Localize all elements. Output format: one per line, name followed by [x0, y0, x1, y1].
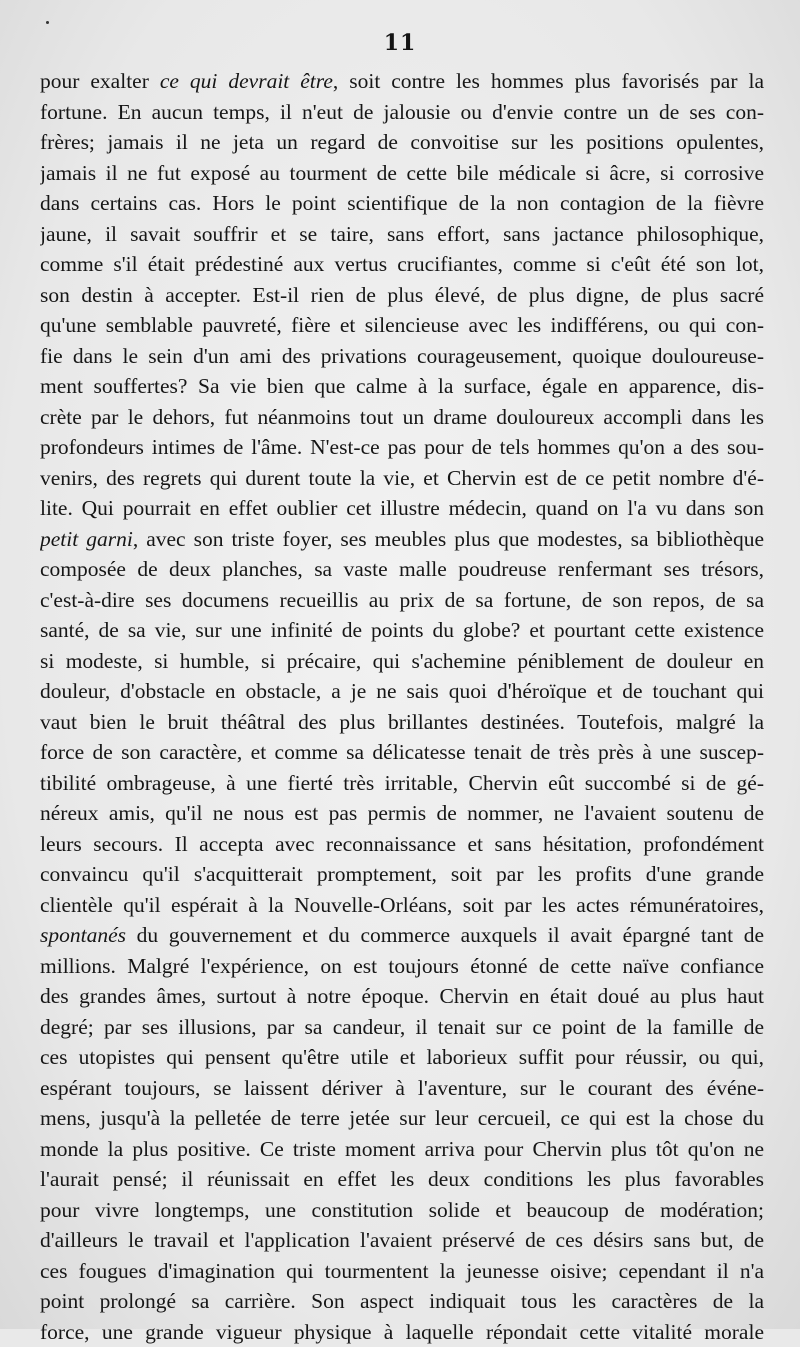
text-run: ment souffertes? Sa vie bien que calme à la surface, égale en apparence, dis-: [40, 374, 764, 398]
text-run: des grandes âmes, surtout à notre époque. Chervin en était doué au plus haut: [40, 984, 764, 1008]
text-run: tibilité ombrageuse, à une fierté très irritable, Chervin eût succombé si de gé-: [40, 771, 764, 795]
text-run: d'ailleurs le travail et l'application l'avaient préservé de ces désirs sans but, de: [40, 1228, 764, 1252]
text-run: pour exalter: [40, 69, 160, 93]
text-line: [40, 280, 764, 311]
text-run: du gouvernement et du commerce auxquels il avait épargné tant de: [126, 923, 764, 947]
text-run: , soit contre les hommes plus favorisés par la: [333, 69, 764, 93]
text-line: [40, 188, 764, 219]
text-run: si modeste, si humble, si précaire, qui s'achemine péniblement de douleur en: [40, 649, 764, 673]
text-line: [40, 1256, 764, 1287]
text-line: [40, 646, 764, 677]
text-line: [40, 768, 764, 799]
text-run: néreux amis, qu'il ne nous est pas permis de nommer, ne l'avaient soutenu de: [40, 801, 764, 825]
text-line: [40, 859, 764, 890]
text-line: [40, 66, 764, 97]
text-line: [40, 1317, 764, 1347]
italic-phrase: petit garni: [40, 527, 133, 551]
text-line: [40, 1073, 764, 1104]
text-run: profondeurs intimes de l'âme. N'est-ce pas pour de tels hommes qu'on a des sou-: [40, 435, 764, 459]
text-line: [40, 1164, 764, 1195]
text-line: [40, 158, 764, 189]
text-line: [40, 981, 764, 1012]
text-line: [40, 829, 764, 860]
text-line: [40, 798, 764, 829]
text-run: fie dans le sein d'un ami des privations courageusement, quoique douloureuse-: [40, 344, 764, 368]
text-line: [40, 920, 764, 951]
italic-phrase: spontanés: [40, 923, 126, 947]
text-line: [40, 1042, 764, 1073]
text-run: qu'une semblable pauvreté, fière et silencieuse avec les indifférens, ou qui con-: [40, 313, 764, 337]
body-text: [40, 66, 764, 1347]
text-line: [40, 310, 764, 341]
text-run: leurs secours. Il accepta avec reconnaissance et sans hésitation, profondément: [40, 832, 764, 856]
text-run: , avec son triste foyer, ses meubles plus que modestes, sa bibliothèque: [133, 527, 764, 551]
text-run: douleur, d'obstacle en obstacle, a je ne sais quoi d'héroïque et de touchant qui: [40, 679, 764, 703]
text-line: [40, 524, 764, 555]
text-run: lite. Qui pourrait en effet oublier cet illustre médecin, quand on l'a vu dans son: [40, 496, 764, 520]
text-run: clientèle qu'il espérait à la Nouvelle-Orléans, soit par les actes rémunératoires,: [40, 893, 764, 917]
text-run: point prolongé sa carrière. Son aspect indiquait tous les caractères de la: [40, 1289, 764, 1313]
text-run: comme s'il était prédestiné aux vertus crucifiantes, comme si c'eût été son lot,: [40, 252, 764, 276]
text-line: [40, 554, 764, 585]
text-run: jaune, il savait souffrir et se taire, sans effort, sans jactance philosophique,: [40, 222, 764, 246]
text-line: [40, 402, 764, 433]
text-line: [40, 676, 764, 707]
text-run: santé, de sa vie, sur une infinité de points du globe? et pourtant cette existence: [40, 618, 764, 642]
text-line: [40, 219, 764, 250]
text-line: [40, 463, 764, 494]
text-run: degré; par ses illusions, par sa candeur, il tenait sur ce point de la famille de: [40, 1015, 764, 1039]
text-line: [40, 951, 764, 982]
text-line: [40, 1195, 764, 1226]
text-run: espérant toujours, se laissent dériver à l'aventure, sur le courant des événe-: [40, 1076, 764, 1100]
text-run: frères; jamais il ne jeta un regard de convoitise sur les positions opulentes,: [40, 130, 764, 154]
text-run: l'aurait pensé; il réunissait en effet les deux conditions les plus favorables: [40, 1167, 764, 1191]
text-run: crète par le dehors, fut néanmoins tout un drame douloureux accompli dans les: [40, 405, 764, 429]
text-line: [40, 432, 764, 463]
text-line: [40, 341, 764, 372]
text-run: ces utopistes qui pensent qu'être utile et laborieux suffit pour réussir, ou qui,: [40, 1045, 764, 1069]
text-line: [40, 1286, 764, 1317]
text-run: dans certains cas. Hors le point scientifique de la non contagion de la fièvre: [40, 191, 764, 215]
text-run: monde la plus positive. Ce triste moment arriva pour Chervin plus tôt qu'on ne: [40, 1137, 764, 1161]
text-line: [40, 615, 764, 646]
text-line: [40, 707, 764, 738]
text-run: venirs, des regrets qui durent toute la vie, et Chervin est de ce petit nombre d'é-: [40, 466, 764, 490]
text-line: [40, 127, 764, 158]
text-line: [40, 737, 764, 768]
text-run: pour vivre longtemps, une constitution solide et beaucoup de modération;: [40, 1198, 764, 1222]
text-run: vaut bien le bruit théâtral des plus brillantes destinées. Toutefois, malgré la: [40, 710, 764, 734]
text-line: [40, 585, 764, 616]
text-line: [40, 249, 764, 280]
text-line: [40, 493, 764, 524]
text-run: composée de deux planches, sa vaste malle poudreuse renfermant ses trésors,: [40, 557, 764, 581]
text-run: ces fougues d'imagination qui tourmentent la jeunesse oisive; cependant il n'a: [40, 1259, 764, 1283]
text-run: son destin à accepter. Est-il rien de plus élevé, de plus digne, de plus sacré: [40, 283, 764, 307]
text-run: convaincu qu'il s'acquitterait promptement, soit par les profits d'une grande: [40, 862, 764, 886]
text-run: mens, jusqu'à la pelletée de terre jetée sur leur cercueil, ce qui est la chose du: [40, 1106, 764, 1130]
text-line: [40, 1012, 764, 1043]
text-run: c'est-à-dire ses documens recueillis au prix de sa fortune, de son repos, de sa: [40, 588, 764, 612]
text-run: millions. Malgré l'expérience, on est toujours étonné de cette naïve confiance: [40, 954, 764, 978]
page-number: 11: [0, 30, 800, 56]
text-run: force, une grande vigueur physique à laquelle répondait cette vitalité morale: [40, 1320, 764, 1344]
text-line: [40, 1225, 764, 1256]
text-line: [40, 1134, 764, 1165]
text-line: [40, 97, 764, 128]
text-line: [40, 371, 764, 402]
text-run: fortune. En aucun temps, il n'eut de jalousie ou d'envie contre un de ses con-: [40, 100, 764, 124]
text-line: [40, 890, 764, 921]
text-line: [40, 1103, 764, 1134]
ink-speck: [46, 21, 49, 24]
italic-phrase: ce qui devrait être: [160, 69, 333, 93]
text-run: force de son caractère, et comme sa délicatesse tenait de très près à une suscep-: [40, 740, 764, 764]
text-run: jamais il ne fut exposé au tourment de cette bile médicale si âcre, si corrosive: [40, 161, 764, 185]
